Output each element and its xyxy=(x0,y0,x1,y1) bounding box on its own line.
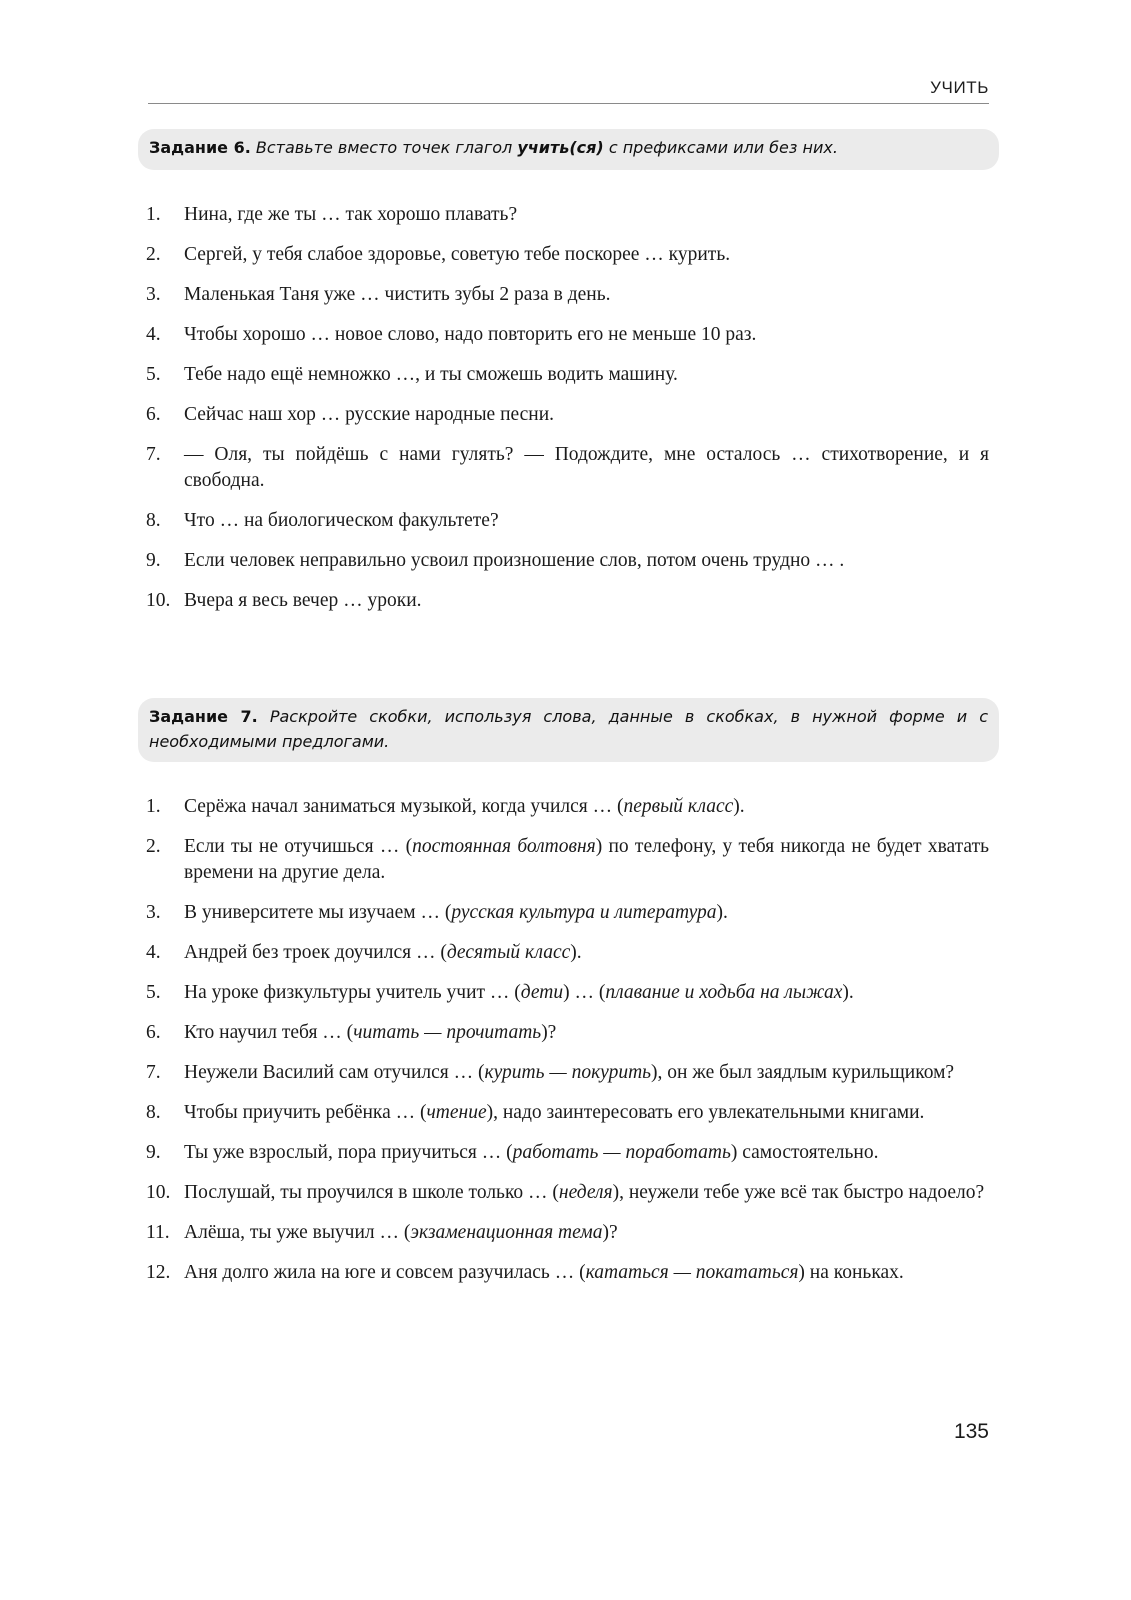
italic-hint: дети xyxy=(520,982,564,1003)
task-7-exercise-list xyxy=(146,794,989,1300)
text-segment: Кто научил тебя … ( xyxy=(184,1022,354,1043)
list-item xyxy=(146,1060,989,1086)
text-segment: ), надо заинтересовать его увлекательными книгами. xyxy=(486,1102,925,1123)
list-item xyxy=(146,1140,989,1166)
item-number: 2. xyxy=(146,836,161,857)
text-segment: ) по телефону, у тебя никогда не будет хватать времени на другие дела. xyxy=(184,836,989,883)
italic-hint: неделя xyxy=(558,1182,613,1203)
item-text xyxy=(184,1060,989,1086)
italic-hint: кататься — покататься xyxy=(585,1262,799,1283)
item-number: 9. xyxy=(146,550,161,571)
list-item xyxy=(146,402,989,428)
text-segment: Андрей без троек доучился … ( xyxy=(184,942,447,963)
text-segment: На уроке физкультуры учитель учит … ( xyxy=(184,982,521,1003)
item-number: 8. xyxy=(146,510,161,531)
item-text xyxy=(184,900,989,926)
item-number: 10. xyxy=(146,1182,171,1203)
item-text xyxy=(184,1260,989,1286)
list-item xyxy=(146,1260,989,1286)
task-6-text-after: с префиксами или без них. xyxy=(608,138,838,157)
item-number: 10. xyxy=(146,590,171,611)
italic-hint: экзаменационная тема xyxy=(410,1222,603,1243)
item-number: 1. xyxy=(146,204,161,225)
item-number: 4. xyxy=(146,942,161,963)
list-item xyxy=(146,282,989,308)
list-item xyxy=(146,322,989,348)
item-number: 12. xyxy=(146,1262,171,1283)
text-segment: ) самостоятельно. xyxy=(730,1142,879,1163)
item-text: Сейчас наш хор … русские народные песни. xyxy=(184,404,555,425)
task-7-text: Раскройте скобки, используя слова, данные в скобках, в нужной форме и с необходимыми предлогами. xyxy=(149,707,988,751)
text-segment: Послушай, ты проучился в школе только … ( xyxy=(184,1182,559,1203)
text-segment: Неужели Василий сам отучился … ( xyxy=(184,1062,485,1083)
item-text xyxy=(184,1100,989,1126)
item-text xyxy=(184,1140,989,1166)
item-number: 8. xyxy=(146,1102,161,1123)
task-6-text-before: Вставьте вместо точек глагол xyxy=(255,138,513,157)
running-header-title: УЧИТЬ xyxy=(930,78,989,97)
item-number: 11. xyxy=(146,1222,170,1243)
italic-hint: десятый класс xyxy=(446,942,571,963)
header-divider xyxy=(148,103,989,104)
list-item xyxy=(146,1020,989,1046)
text-segment: ). xyxy=(716,902,728,923)
item-number: 6. xyxy=(146,404,161,425)
item-text: Маленькая Таня уже … чистить зубы 2 раза в день. xyxy=(184,284,611,305)
item-number: 2. xyxy=(146,244,161,265)
text-segment: ). xyxy=(842,982,854,1003)
italic-hint: плавание и ходьба на лыжах xyxy=(605,982,843,1003)
item-text: Сергей, у тебя слабое здоровье, советую тебе поскорее … курить. xyxy=(184,244,731,265)
list-item xyxy=(146,940,989,966)
item-text xyxy=(184,794,989,820)
page-number: 135 xyxy=(953,1420,989,1443)
item-number: 5. xyxy=(146,364,161,385)
text-segment: Аня долго жила на юге и совсем разучилась … ( xyxy=(184,1262,586,1283)
list-item xyxy=(146,1180,989,1206)
italic-hint: первый класс xyxy=(623,796,734,817)
item-text: — Оля, ты пойдёшь с нами гулять? — Подождите, мне осталось … стихотворение, и я свободна. xyxy=(184,444,989,491)
item-text: Если человек неправильно усвоил произношение слов, потом очень трудно … . xyxy=(184,550,845,571)
text-segment: ). xyxy=(570,942,582,963)
task-6-exercise-list xyxy=(146,202,989,628)
list-item xyxy=(146,442,989,494)
list-item xyxy=(146,794,989,820)
item-number: 7. xyxy=(146,1062,161,1083)
italic-hint: работать — поработать xyxy=(512,1142,731,1163)
text-segment: ) на коньках. xyxy=(798,1262,904,1283)
item-number: 4. xyxy=(146,324,161,345)
item-number: 7. xyxy=(146,444,161,465)
item-number: 1. xyxy=(146,796,161,817)
list-item xyxy=(146,588,989,614)
list-item xyxy=(146,1220,989,1246)
item-text xyxy=(184,834,989,886)
list-item xyxy=(146,1100,989,1126)
text-segment: ) … ( xyxy=(563,982,606,1003)
list-item xyxy=(146,834,989,886)
text-segment: В университете мы изучаем … ( xyxy=(184,902,452,923)
list-item xyxy=(146,202,989,228)
task-6-label: Задание 6. xyxy=(149,138,251,157)
item-number: 3. xyxy=(146,902,161,923)
item-number: 6. xyxy=(146,1022,161,1043)
item-text xyxy=(184,1180,989,1206)
item-number: 9. xyxy=(146,1142,161,1163)
italic-hint: чтение xyxy=(426,1102,487,1123)
item-text: Чтобы хорошо … новое слово, надо повторить его не меньше 10 раз. xyxy=(184,324,757,345)
text-segment: Чтобы приучить ребёнка … ( xyxy=(184,1102,427,1123)
italic-hint: русская культура и литература xyxy=(451,902,717,923)
italic-hint: читать — прочитать xyxy=(353,1022,542,1043)
item-text xyxy=(184,980,989,1006)
italic-hint: курить — покурить xyxy=(484,1062,652,1083)
task-7-instruction xyxy=(138,698,999,762)
item-text xyxy=(184,1220,989,1246)
list-item xyxy=(146,900,989,926)
text-segment: ). xyxy=(733,796,745,817)
item-text xyxy=(184,940,989,966)
text-segment: )? xyxy=(602,1222,618,1243)
text-segment: Если ты не отучишься … ( xyxy=(184,836,413,857)
item-text: Тебе надо ещё немножко …, и ты сможешь водить машину. xyxy=(184,364,678,385)
item-text: Что … на биологическом факультете? xyxy=(184,510,499,531)
list-item xyxy=(146,980,989,1006)
task-6-verb: учить(ся) xyxy=(517,138,604,157)
item-text: Вчера я весь вечер … уроки. xyxy=(184,590,422,611)
task-7-label: Задание 7. xyxy=(149,707,258,726)
list-item xyxy=(146,362,989,388)
list-item xyxy=(146,242,989,268)
item-text xyxy=(184,1020,989,1046)
text-segment: ), он же был заядлым курильщиком? xyxy=(651,1062,955,1083)
item-number: 3. xyxy=(146,284,161,305)
list-item xyxy=(146,508,989,534)
task-6-instruction xyxy=(138,129,999,170)
text-segment: Серёжа начал заниматься музыкой, когда учился … ( xyxy=(184,796,624,817)
text-segment: Алёша, ты уже выучил … ( xyxy=(184,1222,411,1243)
text-segment: Ты уже взрослый, пора приучиться … ( xyxy=(184,1142,513,1163)
item-text: Нина, где же ты … так хорошо плавать? xyxy=(184,204,518,225)
text-segment: )? xyxy=(541,1022,557,1043)
item-number: 5. xyxy=(146,982,161,1003)
text-segment: ), неужели тебе уже всё так быстро надоело? xyxy=(612,1182,985,1203)
list-item xyxy=(146,548,989,574)
italic-hint: постоянная болтовня xyxy=(412,836,596,857)
